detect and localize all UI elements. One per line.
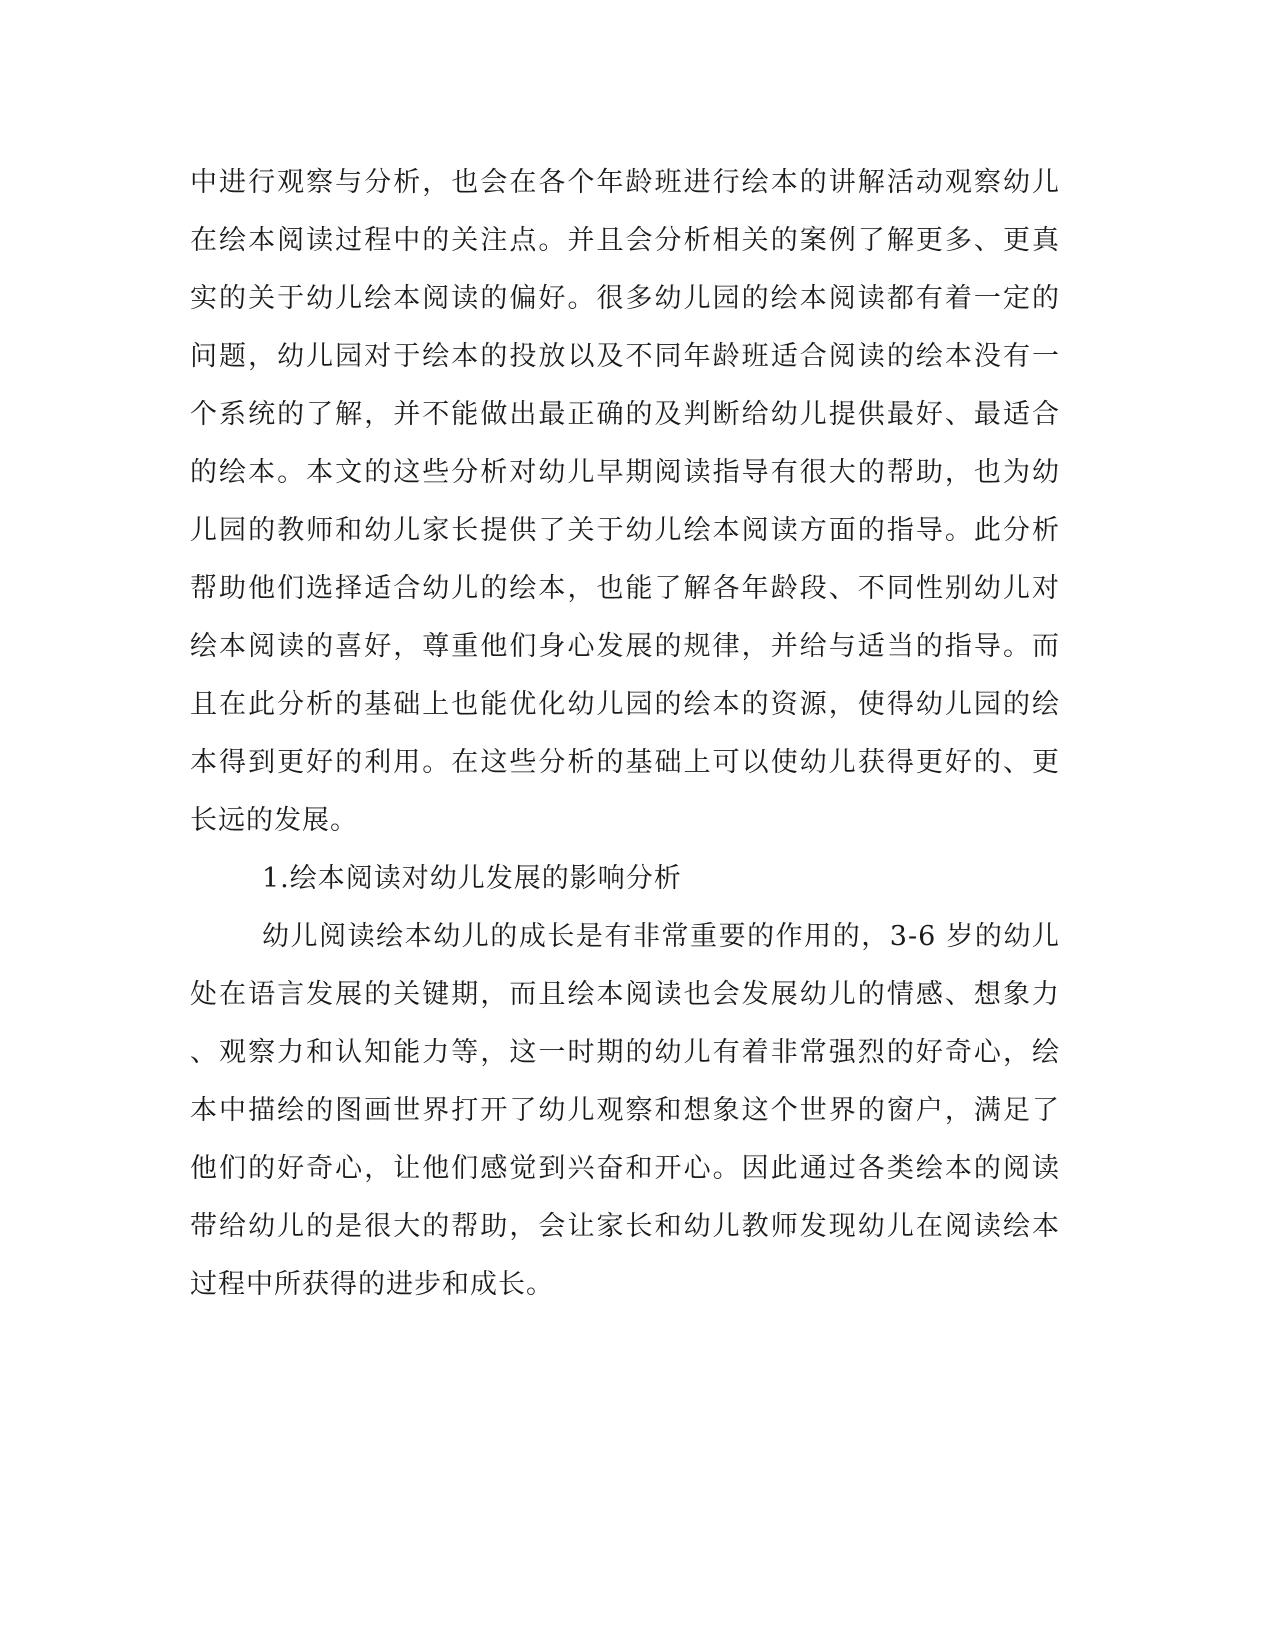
section-heading: 1.绘本阅读对幼儿发展的影响分析 [262,863,682,894]
paragraph-line: 幼儿阅读绘本幼儿的成长是有非常重要的作用的，3-6 岁的幼儿 [262,921,1060,952]
paragraph-line: 在绘本阅读过程中的关注点。并且会分析相关的案例了解更多、更真 [190,225,1060,256]
paragraph-line: 儿园的教师和幼儿家长提供了关于幼儿绘本阅读方面的指导。此分析 [190,515,1060,546]
paragraph-line: 本得到更好的利用。在这些分析的基础上可以使幼儿获得更好的、更 [190,747,1060,778]
paragraph-line: 的绘本。本文的这些分析对幼儿早期阅读指导有很大的帮助，也为幼 [190,457,1060,488]
paragraph-line: 个系统的了解，并不能做出最正确的及判断给幼儿提供最好、最适合 [190,399,1060,430]
paragraph-line: 问题，幼儿园对于绘本的投放以及不同年龄班适合阅读的绘本没有一 [190,341,1060,372]
paragraph-line: 实的关于幼儿绘本阅读的偏好。很多幼儿园的绘本阅读都有着一定的 [190,283,1060,314]
paragraph-line: 带给幼儿的是很大的帮助，会让家长和幼儿教师发现幼儿在阅读绘本 [190,1211,1060,1242]
paragraph-line: 、观察力和认知能力等，这一时期的幼儿有着非常强烈的好奇心，绘 [190,1037,1060,1068]
paragraph-line: 帮助他们选择适合幼儿的绘本，也能了解各年龄段、不同性别幼儿对 [190,573,1060,604]
paragraph-line: 他们的好奇心，让他们感觉到兴奋和开心。因此通过各类绘本的阅读 [190,1153,1060,1184]
paragraph-line: 本中描绘的图画世界打开了幼儿观察和想象这个世界的窗户，满足了 [190,1095,1060,1126]
paragraph-line: 绘本阅读的喜好，尊重他们身心发展的规律，并给与适当的指导。而 [190,631,1060,662]
paragraph-line: 处在语言发展的关键期，而且绘本阅读也会发展幼儿的情感、想象力 [190,979,1060,1010]
paragraph-line: 中进行观察与分析，也会在各个年龄班进行绘本的讲解活动观察幼儿 [190,167,1060,198]
paragraph-line: 过程中所获得的进步和成长。 [190,1269,554,1300]
paragraph-line: 长远的发展。 [190,805,358,836]
paragraph-line: 且在此分析的基础上也能优化幼儿园的绘本的资源，使得幼儿园的绘 [190,689,1060,720]
